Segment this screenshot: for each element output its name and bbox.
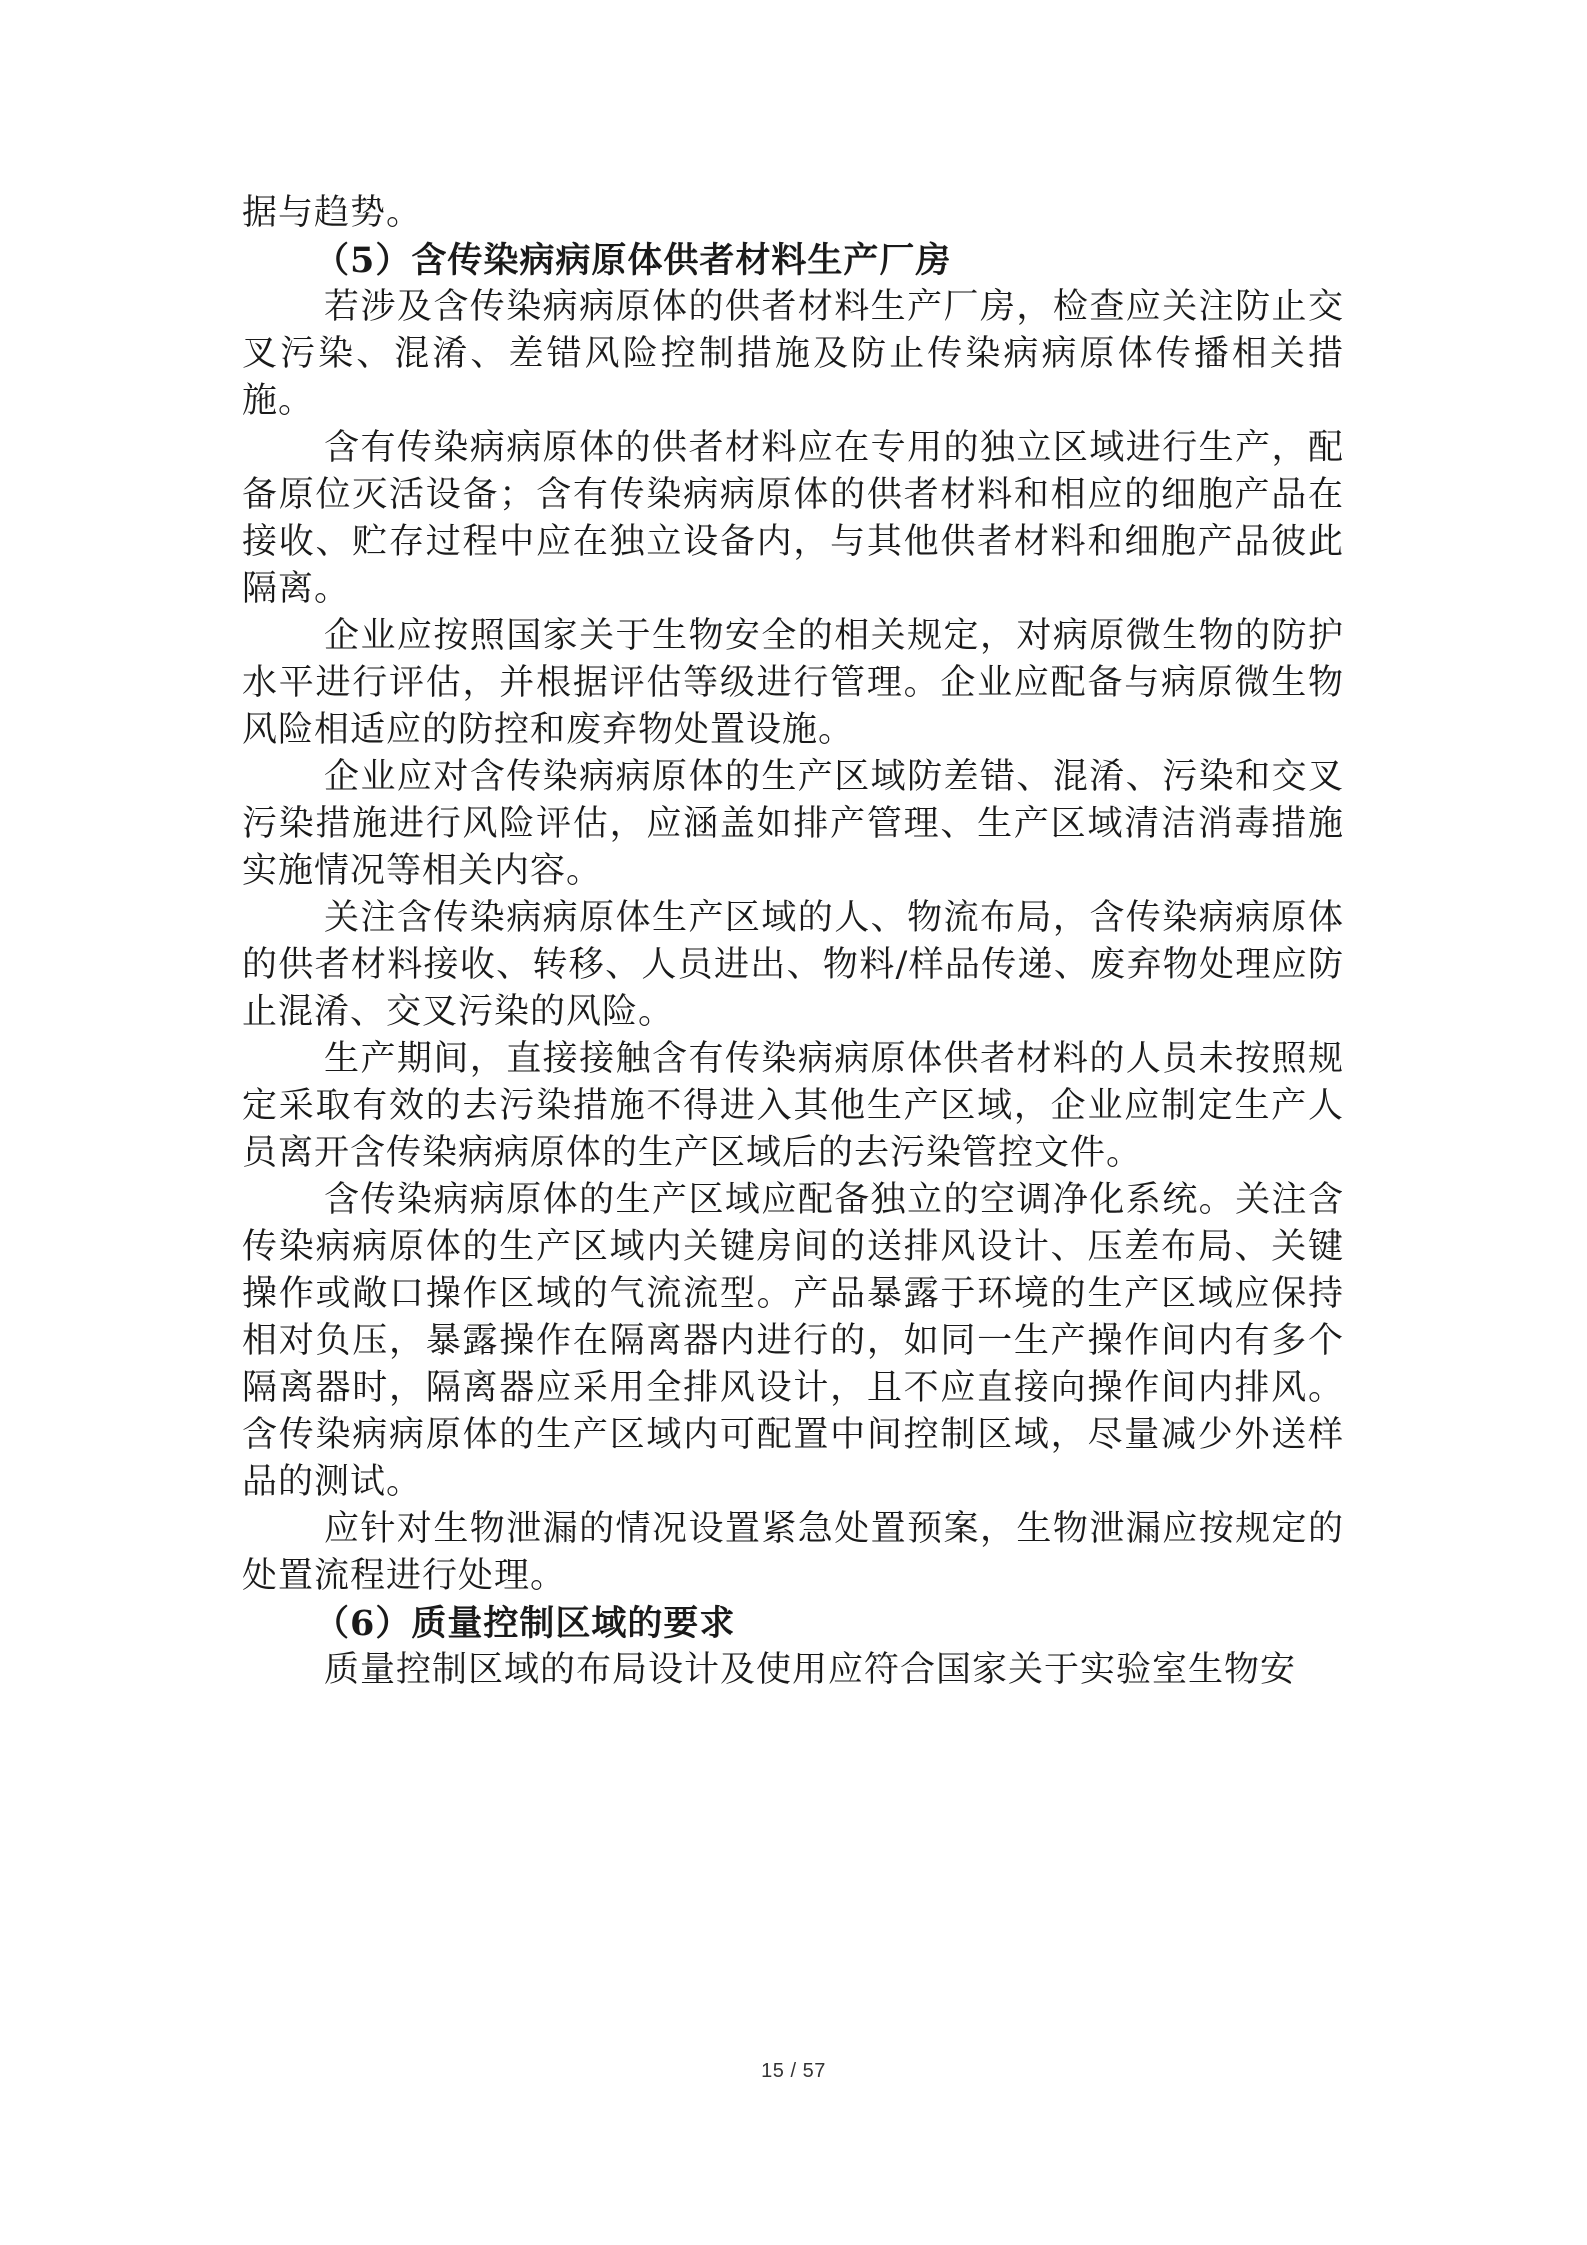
document-body (242, 190, 1344, 1694)
paragraph: 关注含传染病病原体生产区域的人、物流布局，含传染病病原体的供者材料接收、转移、人员进出、物料/样品传递、废弃物处理应防止混淆、交叉污染的风险。 (242, 898, 1344, 1032)
section-heading-6: （6）质量控制区域的要求 (314, 1603, 736, 1644)
page-number: 15 / 57 (761, 2060, 826, 2082)
paragraph: 应针对生物泄漏的情况设置紧急处置预案，生物泄漏应按规定的处置流程进行处理。 (242, 1509, 1344, 1596)
paragraph: 生产期间，直接接触含有传染病病原体供者材料的人员未按照规定采取有效的去污染措施不得进入其他生产区域，企业应制定生产人员离开含传染病病原体的生产区域后的去污染管控文件。 (242, 1039, 1344, 1173)
paragraph: 若涉及含传染病病原体的供者材料生产厂房，检查应关注防止交叉污染、混淆、差错风险控制措施及防止传染病病原体传播相关措施。 (242, 287, 1344, 421)
paragraph-continuation: 据与趋势。 (242, 193, 423, 233)
section-heading-5: （5）含传染病病原体供者材料生产厂房 (314, 240, 952, 281)
paragraph: 企业应按照国家关于生物安全的相关规定，对病原微生物的防护水平进行评估，并根据评估等级进行管理。企业应配备与病原微生物风险相适应的防控和废弃物处置设施。 (242, 616, 1344, 750)
paragraph: 含有传染病病原体的供者材料应在专用的独立区域进行生产，配备原位灭活设备；含有传染病病原体的供者材料和相应的细胞产品在接收、贮存过程中应在独立设备内，与其他供者材料和细胞产品彼此隔离。 (242, 428, 1344, 609)
paragraph: 含传染病病原体的生产区域应配备独立的空调净化系统。关注含传染病病原体的生产区域内关键房间的送排风设计、压差布局、关键操作或敞口操作区域的气流流型。产品暴露于环境的生产区域应保持相对负压，暴露操作在隔离器内进行的，如同一生产操作间内有多个隔离器时，隔离器应采用全排风设计，且不应直接向操作间内排风。含传染病病原体的生产区域内可配置中间控制区域，尽量减少外送样品的测试。 (242, 1180, 1344, 1502)
paragraph: 企业应对含传染病病原体的生产区域防差错、混淆、污染和交叉污染措施进行风险评估，应涵盖如排产管理、生产区域清洁消毒措施实施情况等相关内容。 (242, 757, 1344, 891)
paragraph: 质量控制区域的布局设计及使用应符合国家关于实验室生物安 (324, 1650, 1297, 1690)
